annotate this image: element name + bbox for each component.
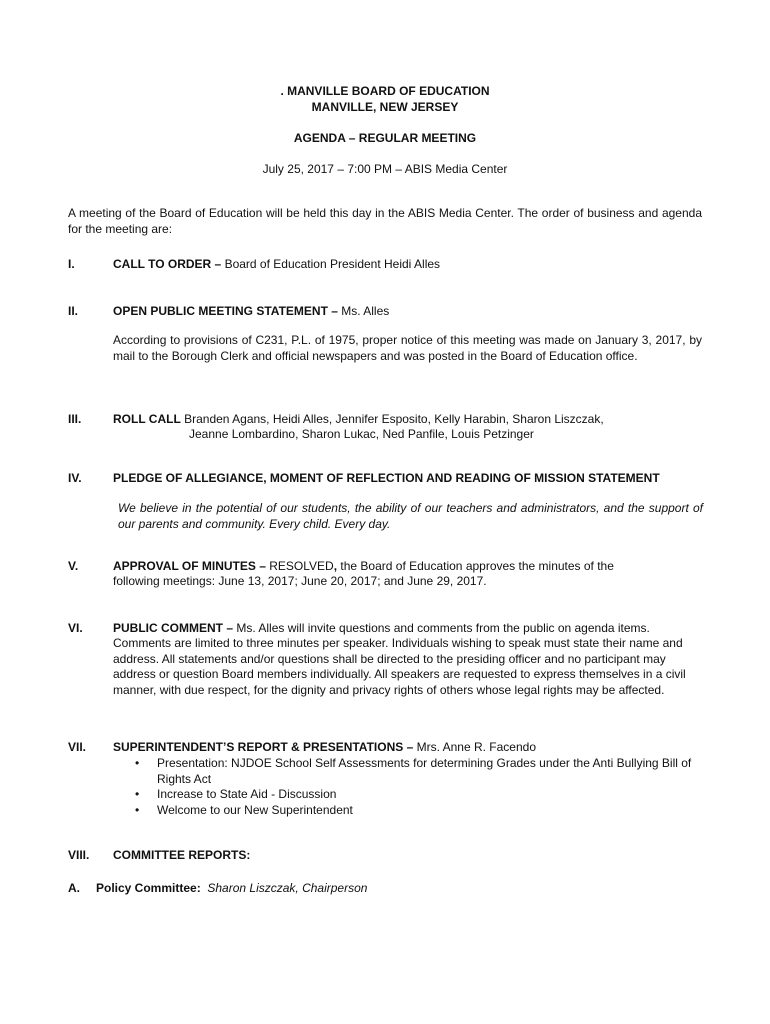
item-number: III. <box>68 412 82 426</box>
intro-paragraph: A meeting of the Board of Education will be held this day in the ABIS Media Center. The order of business and agenda for the meeting are: <box>68 206 702 236</box>
location-heading: MANVILLE, NEW JERSEY <box>311 100 459 114</box>
item-number: I. <box>68 257 75 271</box>
item-number: V. <box>68 559 79 573</box>
superintendent-bullet-list <box>113 756 703 818</box>
item-text: Board of Education President Heidi Alles <box>221 257 441 271</box>
agenda-item-roll-call <box>113 412 703 428</box>
item-number: VIII. <box>68 848 90 862</box>
agenda-item-superintendent-report <box>113 740 713 756</box>
item-text: the Board of Education approves the minutes of the <box>337 559 614 573</box>
item-title: SUPERINTENDENT’S REPORT & PRESENTATIONS – <box>113 740 414 754</box>
item-dash: – <box>223 621 234 635</box>
item-title: CALL TO ORDER – <box>113 257 222 271</box>
resolved-comma: , <box>333 559 338 573</box>
item-title: OPEN PUBLIC MEETING STATEMENT – <box>113 304 338 318</box>
bullet-presentation: • Presentation: NJDOE School Self Assessments for determining Grades under the Anti Bullying Bill of Rights Act <box>113 756 703 787</box>
policy-committee-line <box>96 881 596 897</box>
mission-statement: We believe in the potential of our students, the ability of our teachers and administrators, and the support of our parents and community. Every child. Every day. <box>118 501 703 531</box>
agenda-item-open-public-meeting <box>113 304 703 320</box>
agenda-title: AGENDA – REGULAR MEETING <box>293 131 477 145</box>
meeting-date-line: July 25, 2017 – 7:00 PM – ABIS Media Center <box>262 162 508 176</box>
item-title: APPROVAL OF MINUTES – <box>113 559 266 573</box>
item-title: PUBLIC COMMENT <box>113 621 223 635</box>
subitem-letter: A. <box>68 881 80 895</box>
roll-call-line-2: Jeanne Lombardino, Sharon Lukac, Ned Panfile, Louis Petzinger <box>189 427 534 441</box>
minutes-dates-line: following meetings: June 13, 2017; June 20, 2017; and June 29, 2017. <box>113 574 487 588</box>
item-number: II. <box>68 304 79 318</box>
bullet-state-aid: • Increase to State Aid - Discussion <box>113 787 703 803</box>
agenda-item-pledge: PLEDGE OF ALLEGIANCE, MOMENT OF REFLECTION AND READING OF MISSION STATEMENT <box>113 471 660 485</box>
item-text: Ms. Alles <box>337 304 390 318</box>
committee-name: Policy Committee: <box>96 881 201 895</box>
item-text: Ms. Alles will invite questions and comments from the public on agenda items. <box>233 621 650 635</box>
public-comment-rules: Comments are limited to three minutes per speaker. Individuals wishing to speak must state their name and address. All statements and/or questions shall be directed to the presiding officer and no participant may address or question Board members individually. All speakers are requested to express themselves in a civil manner, with due respect, for the dignity and privacy rights of others whose legal rights may be affected. <box>113 636 686 697</box>
bullet-welcome: • Welcome to our New Superintendent <box>113 803 703 819</box>
roll-call-line-1: Branden Agans, Heidi Alles, Jennifer Esposito, Kelly Harabin, Sharon Liszczak, <box>180 412 604 426</box>
board-name-heading: . MANVILLE BOARD OF EDUCATION <box>280 84 490 98</box>
item-number: VII. <box>68 740 87 754</box>
item-title: ROLL CALL <box>113 412 181 426</box>
agenda-item-call-to-order <box>113 257 703 273</box>
resolved-label: RESOLVED <box>265 559 334 573</box>
public-notice-paragraph: According to provisions of C231, P.L. of 1975, proper notice of this meeting was made on January 3, 2017, by mail to the Borough Clerk and official newspapers and was posted in the Board of Education office. <box>113 333 702 363</box>
item-number: VI. <box>68 621 83 635</box>
item-text: Mrs. Anne R. Facendo <box>413 740 536 754</box>
agenda-item-committee-reports: COMMITTEE REPORTS: <box>113 848 251 862</box>
committee-chair: Sharon Liszczak, Chairperson <box>207 881 368 895</box>
agenda-item-approval-of-minutes <box>113 559 703 575</box>
agenda-item-public-comment <box>113 621 713 637</box>
item-number: IV. <box>68 471 82 485</box>
